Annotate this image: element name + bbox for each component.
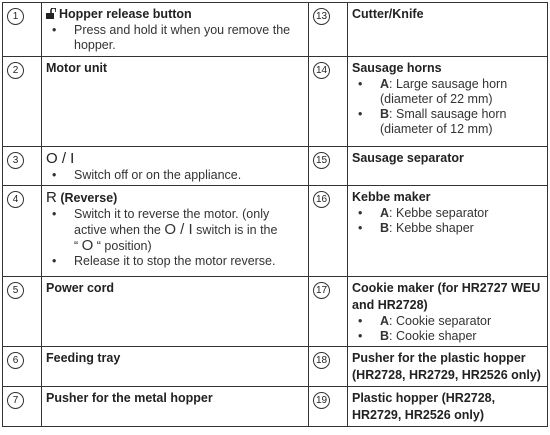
part-title: Sausage horns [352,61,442,75]
part-title: Hopper release button [46,6,304,23]
number-cell [309,147,348,186]
number-cell [3,277,42,347]
bullet-list [46,168,304,183]
list-item: • Switch it to reverse the motor. (only active when the O / I switch is in the “ O “ position) [74,207,304,254]
description-cell [348,186,548,277]
part-title: Plastic hopper (HR2728, HR2729, HR2526 only) [352,391,496,422]
description-cell [42,3,309,57]
table-row [3,147,548,186]
part-number: 17 [313,282,330,299]
unlock-icon [46,8,56,19]
part-title: Sausage separator [352,151,464,165]
part-title: Cutter/Knife [352,7,424,21]
number-cell [3,147,42,186]
description-cell [42,57,309,147]
part-number: 7 [7,392,24,409]
list-item: • B: Small sausage horn (diameter of 12 mm) [380,107,543,137]
bullet-list [46,207,304,269]
list-item: • Press and hold it when you remove the hopper. [74,23,304,53]
part-number: 2 [7,62,24,79]
table-row [3,3,548,57]
part-number: 15 [313,152,330,169]
table-row [3,347,548,387]
part-title: Motor unit [46,61,108,75]
bullet-list [352,206,543,236]
bullet-list [352,314,543,344]
number-cell [309,57,348,147]
part-title [46,150,304,168]
part-number: 1 [7,8,24,25]
bullet-list [46,23,304,53]
bullet-list [352,77,543,137]
number-cell [309,3,348,57]
table-row [3,186,548,277]
reverse-symbol: R [46,189,57,206]
description-cell [348,277,548,347]
description-cell [348,57,548,147]
table-row [3,277,548,347]
table-row [3,387,548,427]
part-number: 6 [7,352,24,369]
part-number: 14 [313,62,330,79]
list-item: • A: Kebbe separator [380,206,543,221]
table-row [3,57,548,147]
number-cell [3,186,42,277]
part-number: 13 [313,8,330,25]
description-cell [42,387,309,427]
part-title: R (Reverse) [46,189,118,206]
number-cell [309,186,348,277]
description-cell [348,3,548,57]
list-item: • B: Kebbe shaper [380,221,543,236]
part-title: Kebbe maker [352,190,431,204]
part-number: 5 [7,282,24,299]
part-title: Pusher for the metal hopper [46,391,213,405]
part-number: 18 [313,352,330,369]
power-switch-symbol: O / I [164,221,193,238]
description-cell [42,147,309,186]
description-cell [348,347,548,387]
list-item: • A: Cookie separator [380,314,543,329]
list-item: • A: Large sausage horn (diameter of 22 mm) [380,77,543,107]
list-item: • Switch off or on the appliance. [74,168,304,183]
part-title: Power cord [46,281,115,295]
part-title: Pusher for the plastic hopper (HR2728, HR2729, HR2526 only) [352,351,541,382]
part-number: 4 [7,191,24,208]
part-number: 19 [313,392,330,409]
number-cell [309,347,348,387]
parts-table [2,2,548,427]
description-cell [42,277,309,347]
description-cell [348,387,548,427]
part-title: Cookie maker (for HR2727 WEU and HR2728) [352,281,541,312]
description-cell [42,347,309,387]
number-cell [3,387,42,427]
list-item: • B: Cookie shaper [380,329,543,344]
power-switch-symbol: O / I [46,150,75,167]
number-cell [3,57,42,147]
number-cell [3,347,42,387]
list-item: • Release it to stop the motor reverse. [74,254,304,269]
part-number: 3 [7,152,24,169]
number-cell [309,387,348,427]
number-cell [3,3,42,57]
number-cell [309,277,348,347]
part-number: 16 [313,191,330,208]
description-cell [348,147,548,186]
description-cell [42,186,309,277]
off-symbol: O [81,237,94,254]
part-title: Feeding tray [46,351,121,365]
